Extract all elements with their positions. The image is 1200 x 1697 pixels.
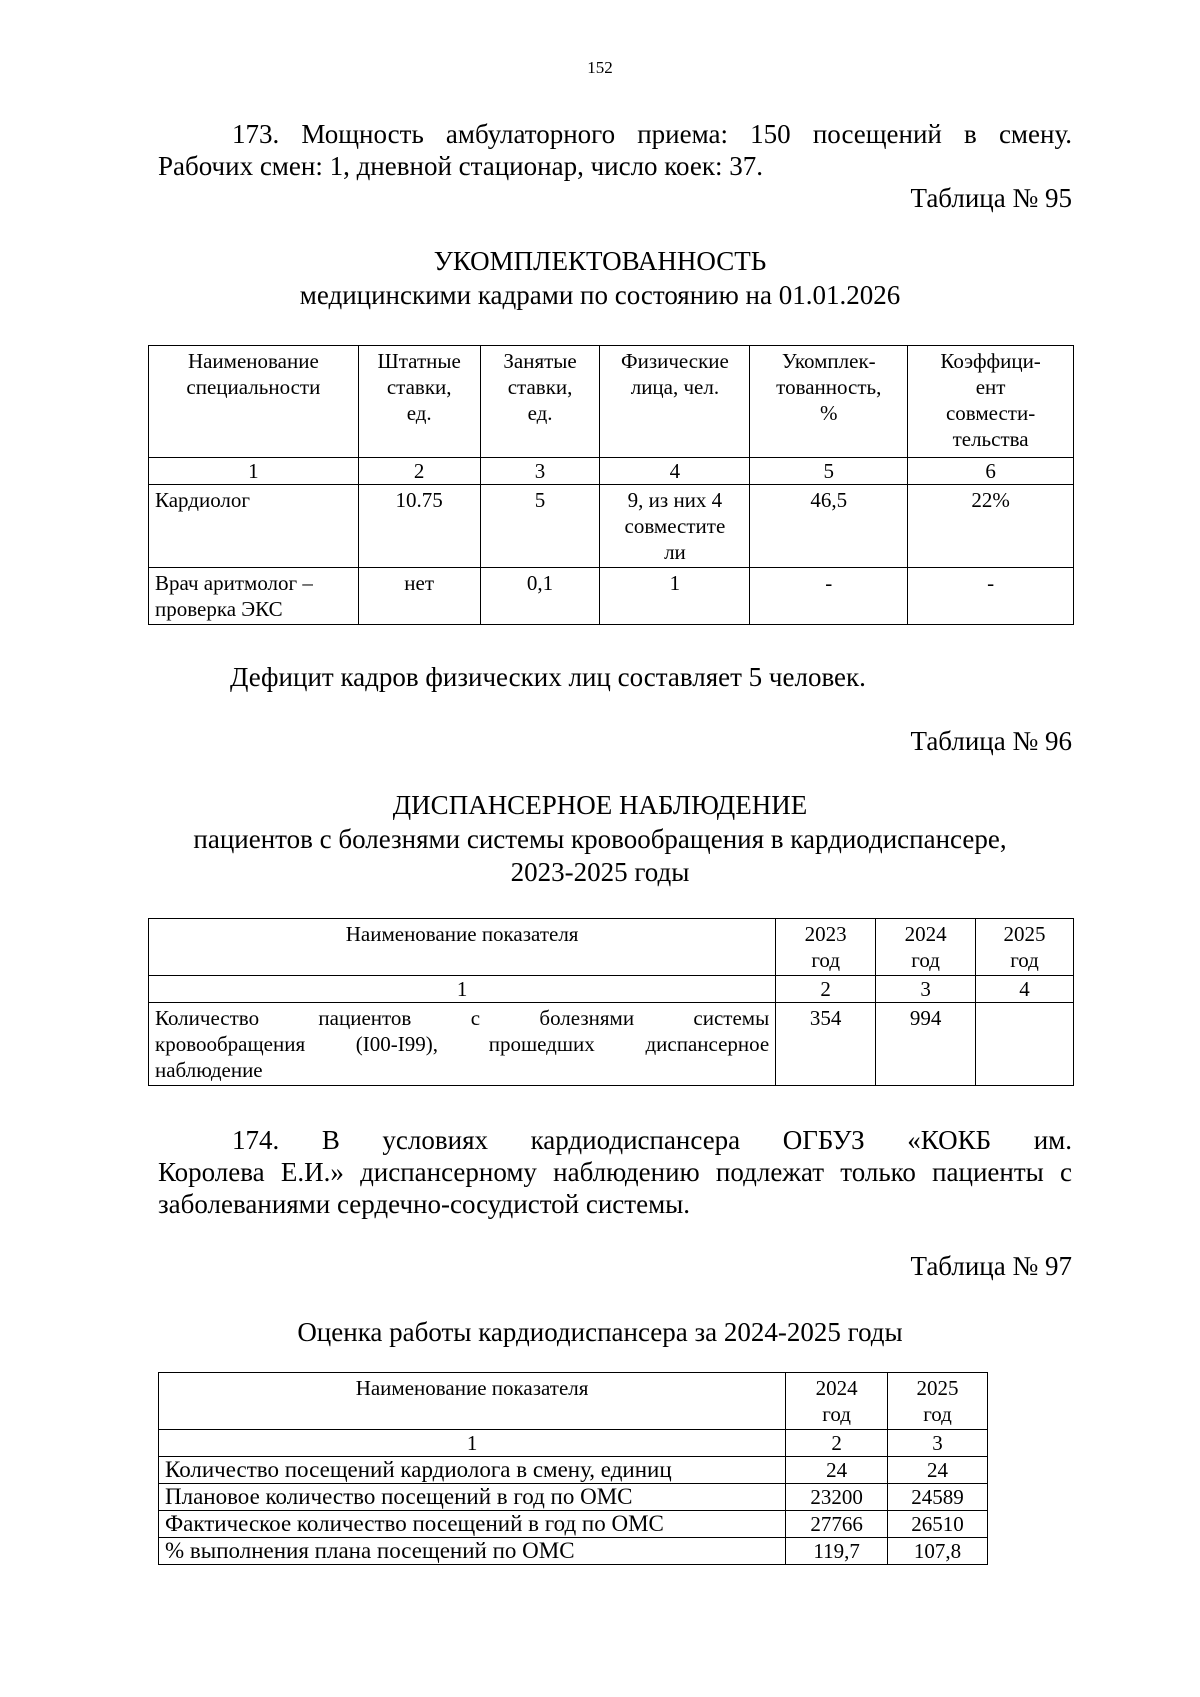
table-95-column-numbers: 1 2 3 4 5 6 bbox=[149, 458, 1074, 485]
header-staffing: Укомплек- тованность, % bbox=[750, 346, 908, 458]
table-95-title: УКОМПЛЕКТОВАННОСТЬ bbox=[433, 246, 767, 276]
paragraph-173-line2: Рабочих смен: 1, дневной стационар, число коек: 37. bbox=[158, 151, 763, 181]
table-96-title: ДИСПАНСЕРНОЕ НАБЛЮДЕНИЕ bbox=[392, 790, 808, 820]
table-97-column-numbers: 1 2 3 bbox=[159, 1430, 988, 1457]
table-row: Количество пациентов с болезнями системы кровообращения (I00-I99), прошедших диспансерное наблюдение 354 994 bbox=[149, 1003, 1074, 1086]
page-number: 152 bbox=[587, 58, 613, 77]
paragraph-174-line3: заболеваниями сердечно-сосудистой системы. bbox=[158, 1189, 691, 1219]
table-row: Врач аритмолог – проверка ЭКС нет 0,1 1 - - bbox=[149, 568, 1074, 625]
header-occupied-rates: Занятые ставки, ед. bbox=[480, 346, 600, 458]
table-row: Плановое количество посещений в год по ОМС 23200 24589 bbox=[159, 1484, 988, 1511]
table-95-header-row bbox=[149, 346, 1074, 458]
table-row: Кардиолог 10.75 5 9, из них 4 совместите ли 46,5 22% bbox=[149, 485, 1074, 568]
table-row: Количество посещений кардиолога в смену, единиц 24 24 bbox=[159, 1457, 988, 1484]
header-physical-persons: Физические лица, чел. bbox=[600, 346, 750, 458]
paragraph-173-line1: 173. Мощность амбулаторного приема: 150 посещений в смену. bbox=[232, 119, 1072, 149]
table-96-subtitle-2: 2023-2025 годы bbox=[510, 857, 690, 887]
header-specialty: Наименование специальности bbox=[149, 346, 359, 458]
table-96-subtitle-1: пациентов с болезнями системы кровообращения в кардиодиспансере, bbox=[193, 824, 1007, 854]
table-97-label: Таблица № 97 bbox=[910, 1251, 1072, 1281]
table-row: Фактическое количество посещений в год по ОМС 27766 26510 bbox=[159, 1511, 988, 1538]
table-96-header-row: Наименование показателя 2023 год 2024 год 2025 год bbox=[149, 919, 1074, 976]
table-96-label: Таблица № 96 bbox=[910, 726, 1072, 756]
header-coefficient: Коэффици- ент совмести- тельства bbox=[908, 346, 1074, 458]
table-96 bbox=[148, 918, 1074, 1086]
deficit-text: Дефицит кадров физических лиц составляет 5 человек. bbox=[230, 662, 866, 692]
paragraph-174-line1: 174. В условиях кардиодиспансера ОГБУЗ «КОКБ им. bbox=[232, 1125, 1072, 1155]
paragraph-174-line2: Королева Е.И.» диспансерному наблюдению подлежат только пациенты с bbox=[158, 1157, 1072, 1187]
table-96-column-numbers: 1 2 3 4 bbox=[149, 976, 1074, 1003]
table-row: % выполнения плана посещений по ОМС 119,7 107,8 bbox=[159, 1538, 988, 1565]
table-97-title: Оценка работы кардиодиспансера за 2024-2025 годы bbox=[297, 1317, 903, 1347]
table-95 bbox=[148, 345, 1074, 625]
table-95-label: Таблица № 95 bbox=[910, 183, 1072, 213]
table-97-header-row: Наименование показателя 2024 год 2025 год bbox=[159, 1373, 988, 1430]
paragraph-174 bbox=[158, 1124, 1072, 1220]
paragraph-173 bbox=[158, 118, 1072, 182]
table-95-subtitle: медицинскими кадрами по состоянию на 01.01.2026 bbox=[299, 280, 901, 310]
table-97 bbox=[158, 1372, 988, 1565]
header-staff-rates: Штатные ставки, ед. bbox=[358, 346, 480, 458]
